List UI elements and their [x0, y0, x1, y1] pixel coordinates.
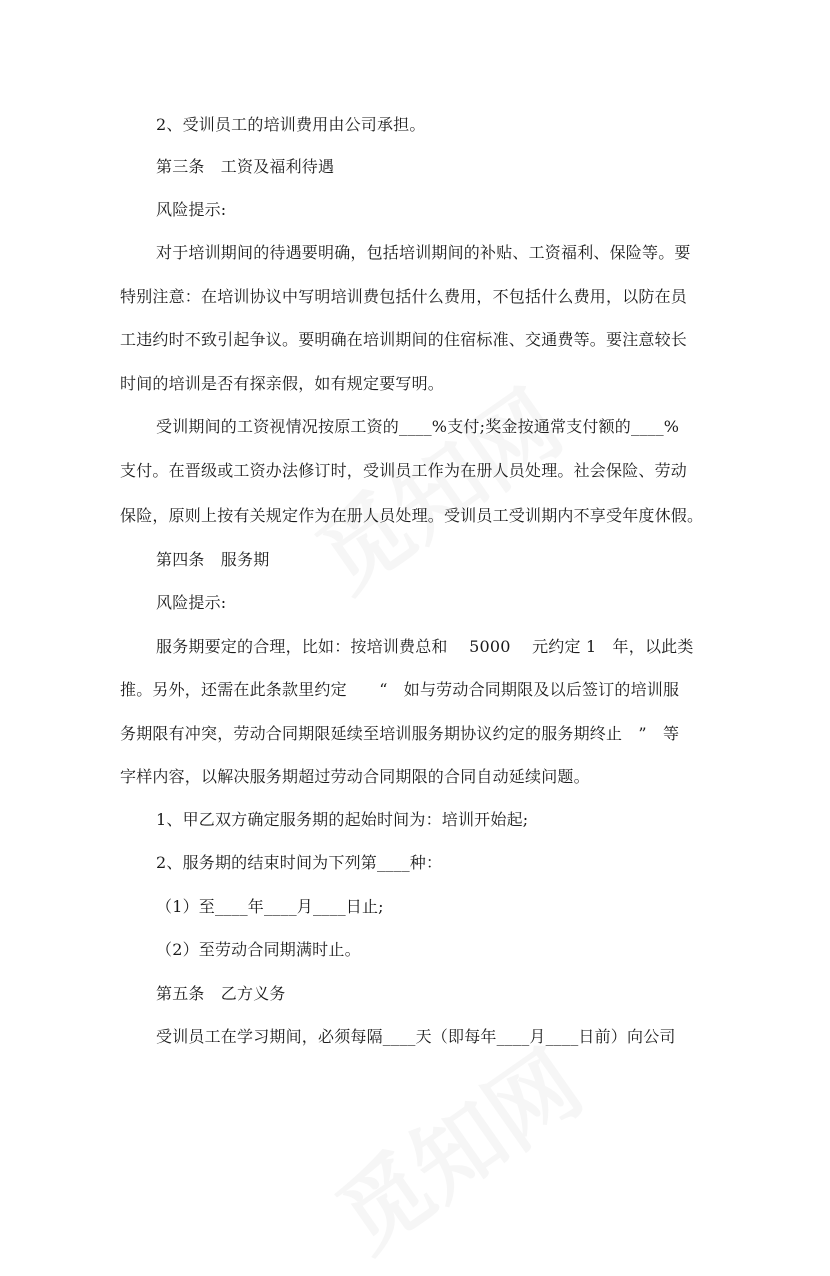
text-line-5: 特别注意：在培训协议中写明培训费包括什么费用，不包括什么费用，以防在员	[120, 287, 688, 306]
section-heading-article-5: 第五条 乙方义务	[156, 984, 286, 1003]
text-line-10: 保险，原则上按有关规定作为在册人员处理。受训员工受训期内不享受年度休假。	[120, 506, 704, 525]
text-line-9: 支付。在晋级或工资办法修订时，受训员工作为在册人员处理。社会保险、劳动	[120, 461, 688, 480]
text-line-22: 受训员工在学习期间，必须每隔____天（即每年____月____日前）向公司	[156, 1027, 676, 1046]
section-heading-article-4: 第四条 服务期	[156, 550, 270, 569]
text-line-20: （2）至劳动合同期满时止。	[156, 940, 361, 959]
text-line-15: 务期限有冲突，劳动合同期限延续至培训服务期协议约定的服务期终止 ” 等	[120, 724, 680, 743]
text-line-4: 对于培训期间的待遇要明确，包括培训期间的补贴、工资福利、保险等。要	[156, 243, 691, 262]
text-line-19: （1）至____年____月____日止;	[156, 897, 384, 916]
text-line-13: 服务期要定的合理，比如：按培训费总和 5000 元约定 1 年，以此类	[156, 637, 694, 656]
text-line-6: 工违约时不致引起争议。要明确在培训期间的住宿标准、交通费等。要注意较长	[120, 330, 688, 349]
text-line-14: 推。另外，还需在此条款里约定 “ 如与劳动合同期限及以后签订的培训服	[120, 680, 680, 699]
section-heading-article-3: 第三条 工资及福利待遇	[156, 157, 335, 176]
text-line-1: 2、受训员工的培训费用由公司承担。	[156, 115, 426, 134]
watermark	[307, 1014, 603, 1275]
text-line-16: 字样内容，以解决服务期超过劳动合同期限的合同自动延续问题。	[120, 767, 590, 786]
text-line-17: 1、甲乙双方确定服务期的起始时间为：培训开始起;	[156, 810, 529, 829]
risk-tip-label: 风险提示:	[156, 593, 227, 612]
text-line-7: 时间的培训是否有探亲假，如有规定要写明。	[120, 374, 445, 393]
text-line-8: 受训期间的工资视情况按原工资的____%支付;奖金按通常支付额的____%	[156, 417, 680, 436]
text-line-18: 2、服务期的结束时间为下列第____种：	[156, 853, 443, 872]
risk-tip-label: 风险提示:	[156, 200, 227, 219]
